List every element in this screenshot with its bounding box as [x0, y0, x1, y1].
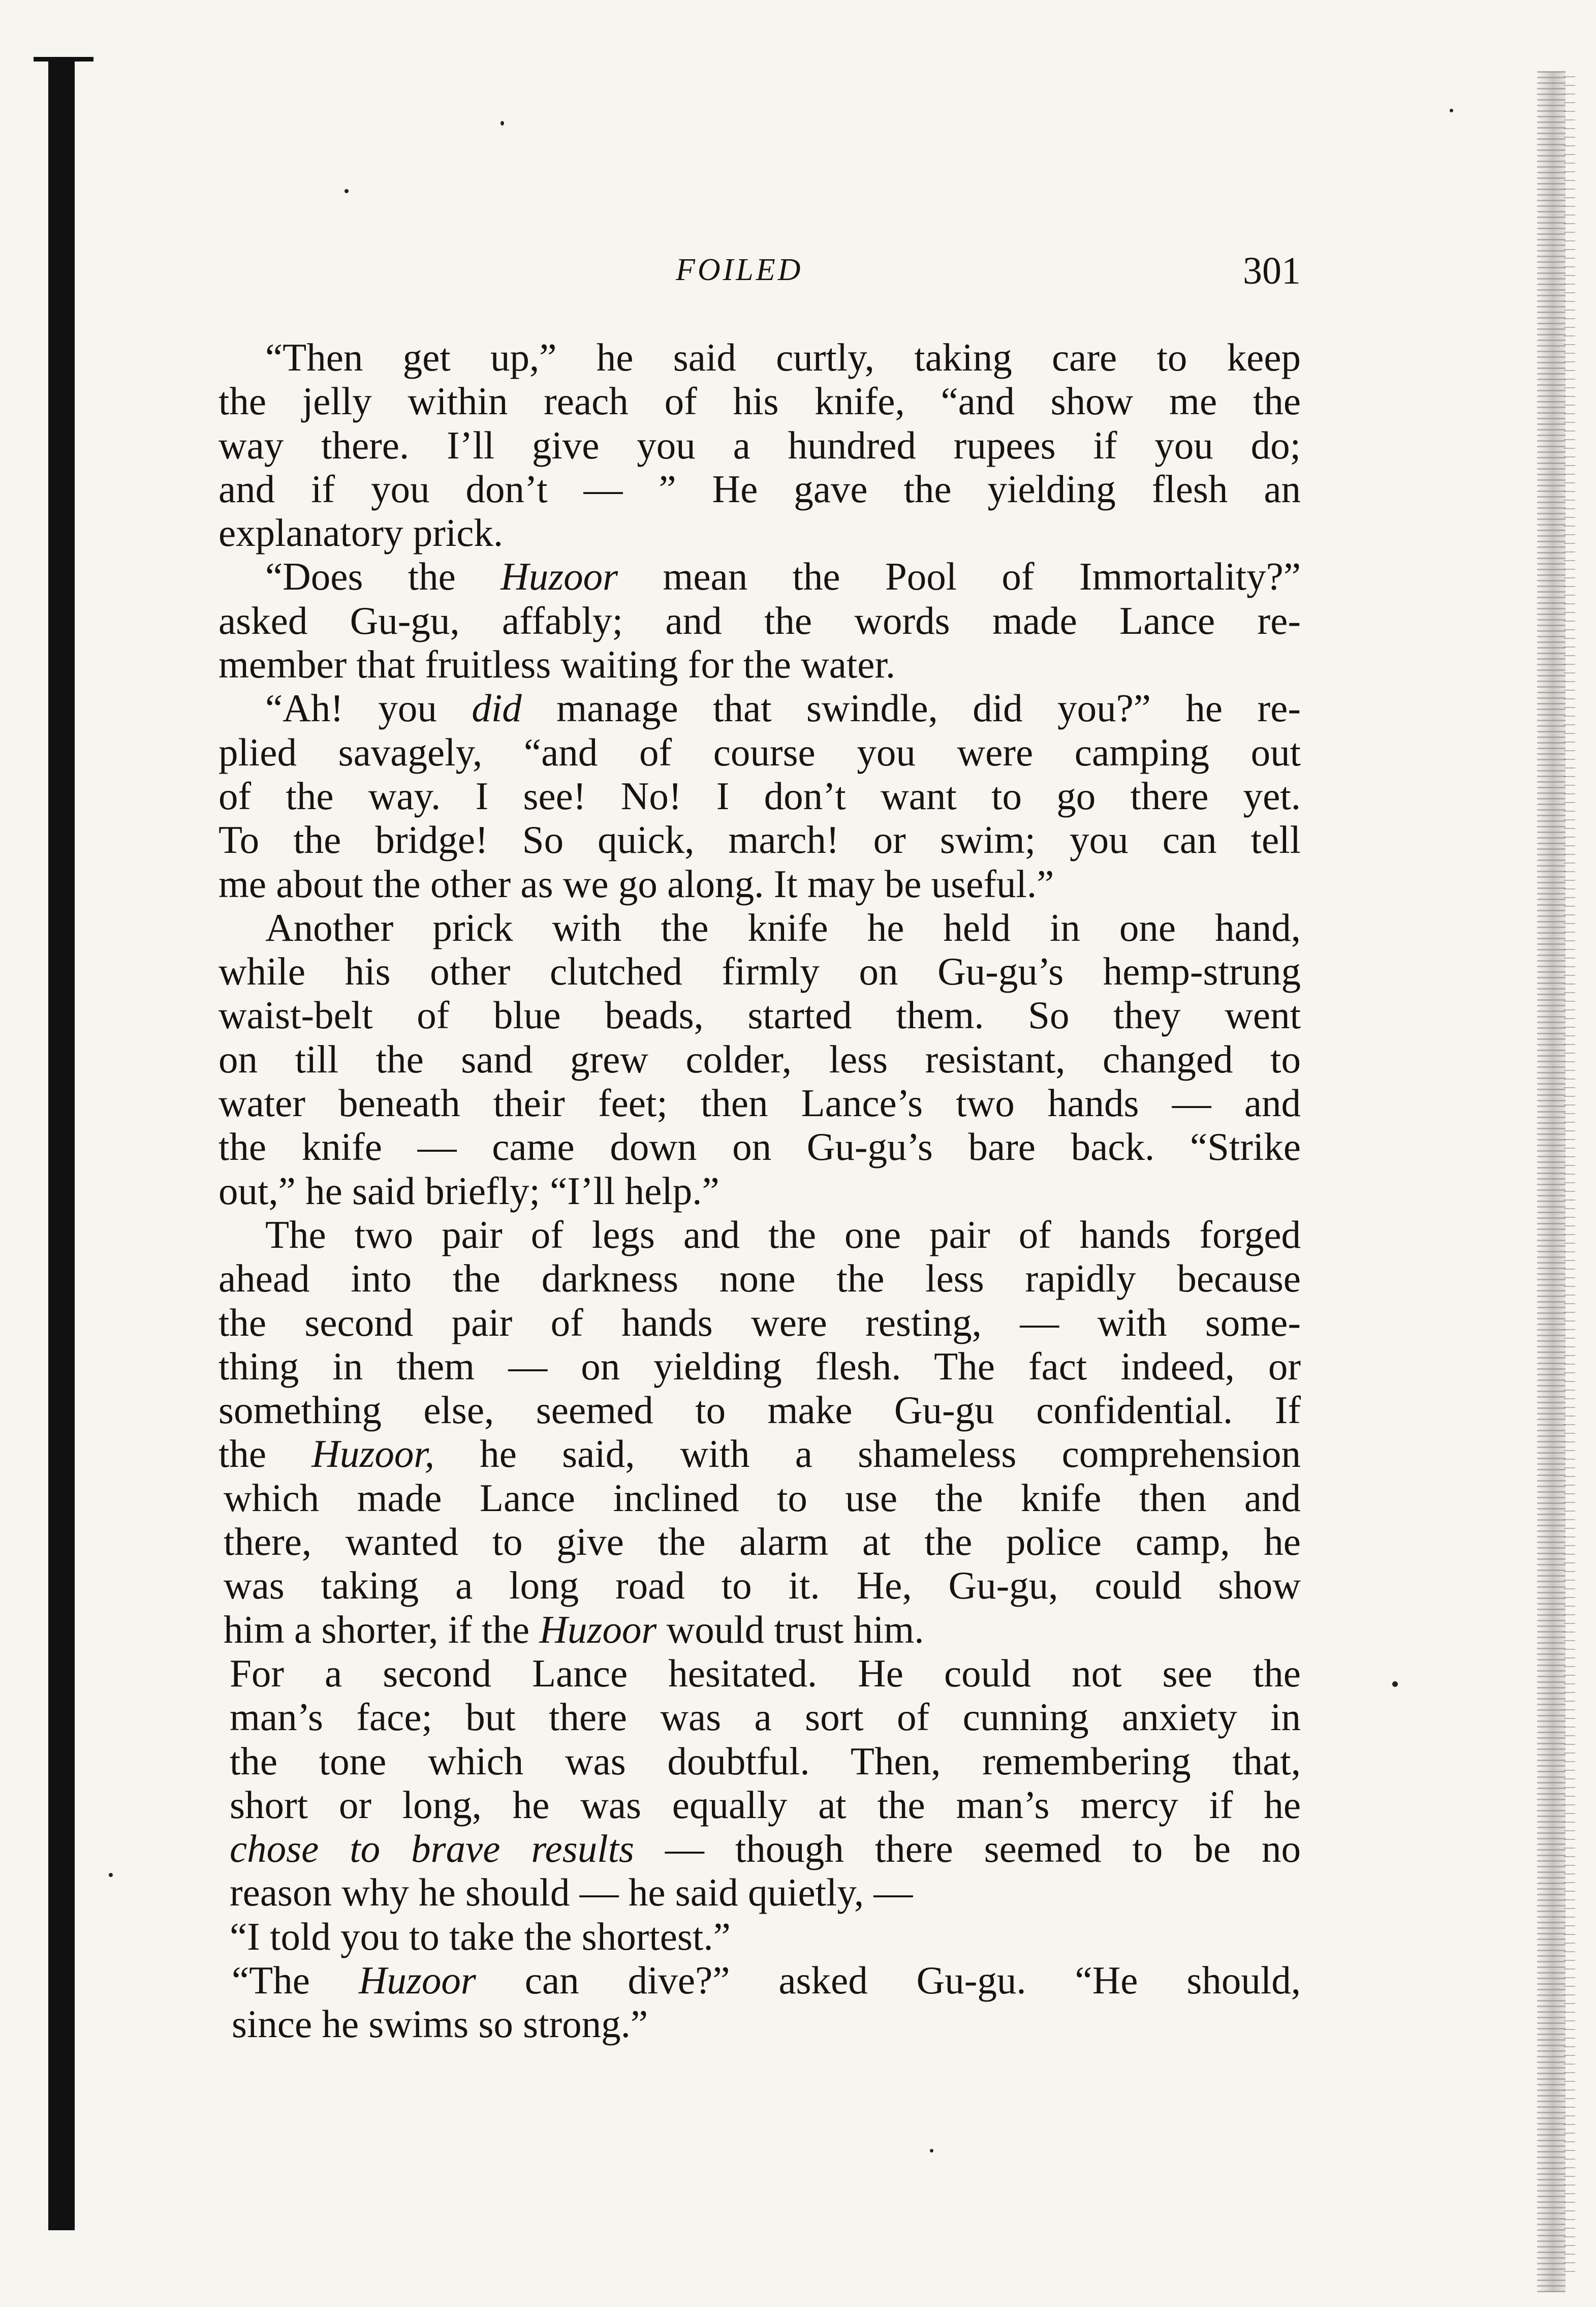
text-run: can dive?” asked Gu-gu. “He should,: [476, 1958, 1301, 2002]
text-run: For a second Lance hesitated. He could not see the: [230, 1651, 1301, 1695]
text-run: there, wanted to give the alarm at the police camp, he: [224, 1520, 1301, 1564]
text-line: [218, 1520, 1301, 1563]
text-run: the second pair of hands were resting, — with some-: [218, 1300, 1301, 1344]
text-line: [218, 1476, 1301, 1520]
text-run: which made Lance inclined to use the knife then and: [224, 1475, 1301, 1520]
text-run: asked Gu-gu, affably; and the words made Lance re-: [218, 598, 1301, 642]
text-line: [218, 1213, 1301, 1256]
text-line: [218, 335, 1301, 379]
binding-shadow: [48, 60, 75, 2230]
text-line: [218, 1783, 1301, 1827]
text-run: of the way. I see! No! I don’t want to go there yet.: [218, 774, 1301, 818]
text-run: explanatory prick.: [218, 511, 504, 555]
text-line: [218, 1739, 1301, 1783]
text-run: water beneath their feet; then Lance’s two hands — and: [218, 1081, 1301, 1125]
text-run: mean the Pool of Immortality?”: [618, 555, 1301, 599]
text-run: something else, seemed to make Gu-gu confidential. If: [218, 1388, 1301, 1432]
italic-text-run: Huzoor: [358, 1958, 476, 2002]
text-line: [218, 1563, 1301, 1607]
text-run: out,” he said briefly; “I’ll help.”: [218, 1168, 719, 1213]
text-run: while his other clutched firmly on Gu-gu’s hemp-strung: [218, 949, 1301, 994]
text-line: [218, 599, 1301, 642]
text-line: [218, 511, 1301, 555]
text-line: [218, 686, 1301, 730]
text-line: [218, 1695, 1301, 1739]
text-run: the tone which was doubtful. Then, remembering that,: [230, 1739, 1301, 1783]
text-line: [218, 1301, 1301, 1344]
paper-speck: [109, 1873, 113, 1877]
text-line: [218, 1651, 1301, 1695]
text-run: manage that swindle, did you?” he re-: [521, 686, 1301, 730]
text-line: [218, 949, 1301, 993]
text-line: [218, 862, 1301, 906]
text-line: [218, 423, 1301, 467]
text-line: [218, 1256, 1301, 1300]
text-run: plied savagely, “and of course you were camping out: [218, 730, 1301, 774]
text-line: [218, 774, 1301, 818]
text-run: the jelly within reach of his knife, “and show me the: [218, 379, 1301, 423]
text-run: was taking a long road to it. He, Gu-gu, could show: [224, 1563, 1301, 1608]
text-line: [218, 1915, 1301, 1958]
italic-text-run: Huzoor: [539, 1607, 657, 1651]
paper-speck: [930, 2149, 933, 2152]
text-run: waist-belt of blue beads, started them. So they went: [218, 993, 1301, 1037]
text-line: [218, 1827, 1301, 1870]
running-head: [218, 252, 1301, 308]
text-line: [218, 2002, 1301, 2046]
text-run: — though there seemed to be no: [634, 1827, 1301, 1871]
paper-speck: [500, 121, 504, 126]
italic-text-run: chose to brave results: [230, 1827, 634, 1871]
text-run: ahead into the darkness none the less rapidly because: [218, 1256, 1301, 1301]
text-run: he said, with a shameless comprehension: [434, 1432, 1301, 1476]
italic-text-run: did: [472, 686, 522, 730]
text-line: [218, 1388, 1301, 1432]
text-run: “Ah! you: [265, 686, 472, 730]
text-run: and if you don’t — ” He gave the yielding flesh an: [218, 467, 1301, 511]
text-run: thing in them — on yielding flesh. The fact indeed, or: [218, 1344, 1301, 1388]
text-line: [218, 818, 1301, 862]
text-run: “The: [232, 1958, 359, 2002]
text-run: would trust him.: [656, 1607, 924, 1651]
text-line: [218, 379, 1301, 423]
text-run: “Does the: [265, 555, 501, 599]
text-line: [218, 555, 1301, 598]
text-run: To the bridge! So quick, march! or swim; you can tell: [218, 818, 1301, 862]
text-run: member that fruitless waiting for the water.: [218, 642, 896, 687]
paper-speck: [1392, 1681, 1398, 1687]
text-run: since he swims so strong.”: [232, 2002, 648, 2046]
text-line: [218, 467, 1301, 511]
text-line: [218, 993, 1301, 1037]
text-line: [218, 1037, 1301, 1081]
text-line: [218, 1125, 1301, 1168]
text-line: [218, 1169, 1301, 1213]
text-run: the knife — came down on Gu-gu’s bare back. “Strike: [218, 1125, 1301, 1169]
text-line: [218, 642, 1301, 686]
text-run: way there. I’ll give you a hundred rupees if you do;: [218, 423, 1301, 467]
text-line: [218, 1870, 1301, 1914]
running-title: FOILED: [676, 253, 803, 287]
text-line: [218, 1432, 1301, 1475]
text-line: [218, 1344, 1301, 1388]
text-run: on till the sand grew colder, less resistant, changed to: [218, 1037, 1301, 1081]
text-line: [218, 1081, 1301, 1125]
text-run: him a shorter, if the: [224, 1607, 540, 1651]
text-run: reason why he should — he said quietly, —: [230, 1870, 913, 1915]
text-line: [218, 730, 1301, 774]
text-run: short or long, he was equally at the man’s mercy if he: [230, 1782, 1301, 1827]
text-line: [218, 1608, 1301, 1651]
text-run: me about the other as we go along. It may be useful.”: [218, 862, 1054, 906]
text-line: [218, 906, 1301, 949]
paper-speck: [345, 189, 349, 193]
text-run: “I told you to take the shortest.”: [230, 1914, 731, 1958]
text-run: the: [218, 1432, 312, 1476]
text-run: Another prick with the knife he held in one hand,: [265, 905, 1301, 949]
page-edge-marks: [1564, 76, 1575, 2277]
italic-text-run: Huzoor,: [311, 1432, 435, 1476]
text-run: “Then get up,” he said curtly, taking care to keep: [265, 335, 1301, 379]
body-text: [218, 335, 1301, 2046]
paper-speck: [1450, 109, 1453, 112]
page-edge-shadow: [1537, 71, 1566, 2292]
italic-text-run: Huzoor: [500, 555, 618, 599]
text-run: The two pair of legs and the one pair of hands forged: [265, 1212, 1301, 1256]
text-line: [218, 1958, 1301, 2002]
page-number: 301: [1243, 250, 1301, 292]
text-run: man’s face; but there was a sort of cunning anxiety in: [230, 1695, 1301, 1739]
